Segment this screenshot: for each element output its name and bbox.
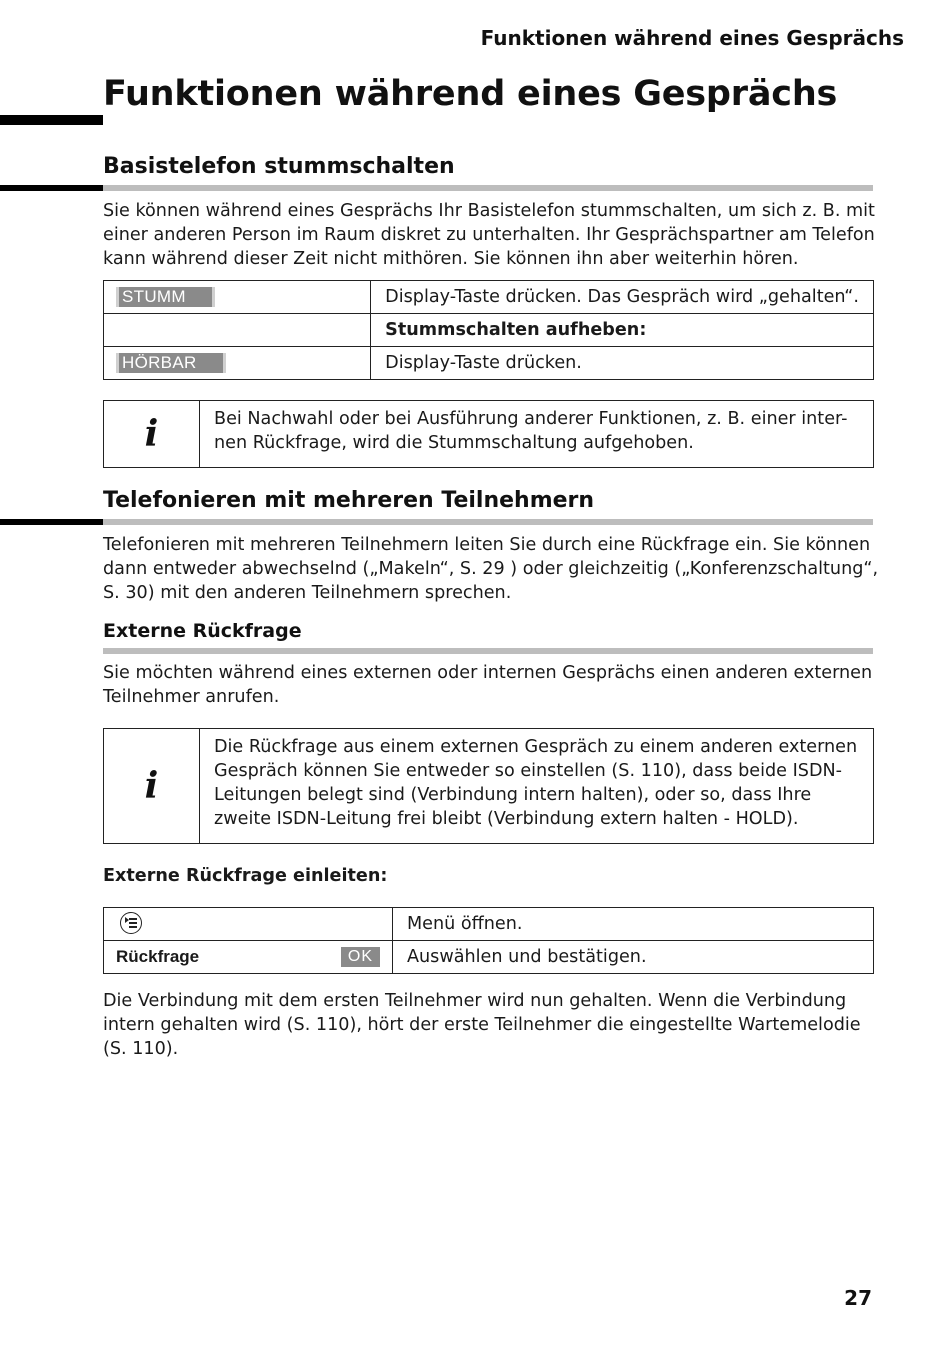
info-line: Bei Nachwahl oder bei Ausführung anderer Funktionen, z. B. einer inter- [214, 409, 848, 429]
paragraph-line: Sie können während eines Gesprächs Ihr Basistelefon stummschalten, um sich z. B. mit [103, 201, 875, 221]
step-text: Display-Taste drücken. Das Gespräch wird „gehalten“. [371, 281, 874, 314]
paragraph-line: S. 30) mit den anderen Teilnehmern sprechen. [103, 583, 512, 603]
external-paragraph [103, 661, 878, 709]
paragraph-line: (S. 110). [103, 1039, 179, 1059]
table-row [104, 281, 874, 314]
info-icon-cell [104, 729, 200, 843]
page-number: 27 [844, 1286, 872, 1310]
title-rule [0, 115, 103, 125]
table-row [104, 314, 874, 347]
page-title: Funktionen während eines Gesprächs [103, 74, 838, 114]
mute-steps-table [103, 280, 874, 380]
table-row [104, 908, 874, 941]
table-row [104, 347, 874, 380]
key-cell [104, 314, 371, 347]
paragraph-line: intern gehalten wird (S. 110), hört der erste Teilnehmer die eingestellte Wartemelodie [103, 1015, 861, 1035]
info-line: zweite ISDN-Leitung frei bleibt (Verbindung extern halten - HOLD). [214, 809, 799, 829]
step-text: Auswählen und bestätigen. [393, 941, 874, 974]
subsection-heading-external: Externe Rückfrage [103, 620, 302, 642]
section-rule-black [0, 185, 103, 191]
stumm-softkey[interactable]: STUMM [116, 287, 215, 307]
section-rule-gray [103, 519, 873, 525]
info-icon: i [144, 765, 159, 807]
ok-softkey[interactable]: OK [341, 947, 380, 967]
section-rule-black [0, 519, 103, 525]
info-line: Leitungen belegt sind (Verbindung intern halten), oder so, dass Ihre [214, 785, 812, 805]
key-cell [104, 941, 393, 974]
menu-entry-rueckfrage[interactable]: Rückfrage [116, 947, 200, 966]
info-icon: i [144, 413, 159, 455]
step-text: Menü öffnen. [393, 908, 874, 941]
section-heading-multi: Telefonieren mit mehreren Teilnehmern [103, 488, 595, 513]
info-line: nen Rückfrage, wird die Stummschaltung aufgehoben. [214, 433, 694, 453]
running-header: Funktionen während eines Gesprächs [480, 26, 904, 50]
paragraph-line: einer anderen Person im Raum diskret zu unterhalten. Ihr Gesprächspartner am Telefon [103, 225, 875, 245]
paragraph-line: kann während dieser Zeit nicht mithören. Sie können ihn aber weiterhin hören. [103, 249, 799, 269]
closing-paragraph [103, 989, 878, 1061]
subsection-rule-gray [103, 648, 873, 654]
step-text: Display-Taste drücken. [371, 347, 874, 380]
info-line: Die Rückfrage aus einem externen Gespräch zu einem anderen externen [214, 737, 858, 757]
info-text [200, 401, 873, 467]
info-icon-cell [104, 401, 200, 467]
info-box-mute [103, 400, 874, 468]
paragraph-line: Sie möchten während eines externen oder internen Gesprächs einen anderen externen [103, 663, 873, 683]
key-cell [104, 347, 371, 380]
paragraph-line: Teilnehmer anrufen. [103, 687, 280, 707]
info-box-external [103, 728, 874, 844]
section-rule-gray [103, 185, 873, 191]
paragraph-line: dann entweder abwechselnd („Makeln“, S. 29 ) oder gleichzeitig („Konferenzschaltung“, [103, 559, 879, 579]
steps-subheading: Externe Rückfrage einleiten: [103, 866, 388, 886]
key-cell [104, 281, 371, 314]
info-line: Gespräch können Sie entweder so einstellen (S. 110), dass beide ISDN- [214, 761, 843, 781]
paragraph-line: Telefonieren mit mehreren Teilnehmern leiten Sie durch eine Rückfrage ein. Sie können [103, 535, 871, 555]
multi-paragraph [103, 533, 878, 605]
hoerbar-softkey[interactable]: HÖRBAR [116, 353, 226, 373]
table-row [104, 941, 874, 974]
external-steps-table [103, 907, 874, 974]
paragraph-line: Die Verbindung mit dem ersten Teilnehmer wird nun gehalten. Wenn die Verbindung [103, 991, 847, 1011]
menu-key-icon[interactable] [120, 912, 142, 934]
key-cell [104, 908, 393, 941]
info-text [200, 729, 873, 843]
section-heading-mute: Basistelefon stummschalten [103, 154, 455, 179]
step-subheading: Stummschalten aufheben: [371, 314, 874, 347]
mute-paragraph [103, 199, 878, 271]
